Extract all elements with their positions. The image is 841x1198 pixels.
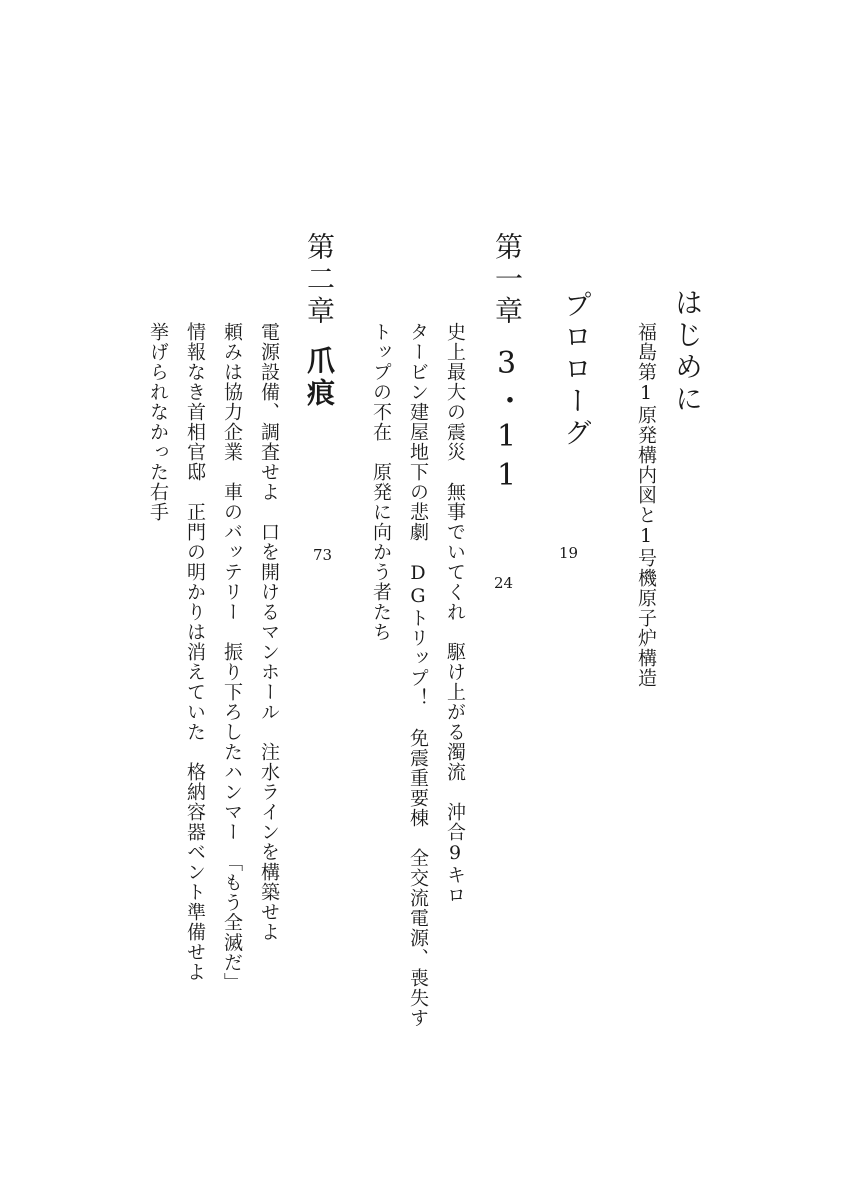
toc-hajimeni-sub: 福島第1原発構内図と1号機原子炉構造 xyxy=(635,322,657,688)
toc-chapter1-name: 3・11 xyxy=(489,346,524,497)
toc-chapter2-line-2: 頼みは協力企業 車のバッテリー 振り下ろしたハンマー 「もう全滅だ」 xyxy=(221,322,243,993)
toc-chapter1-label: 第一章 xyxy=(491,232,524,328)
toc-prologue-page: 19 xyxy=(559,544,579,562)
toc-prologue-title: プロローグ xyxy=(560,290,593,450)
toc-chapter2-page: 73 xyxy=(313,546,333,564)
toc-hajimeni-title: はじめに xyxy=(671,288,704,416)
toc-chapter2-line-3: 情報なき首相官邸 正門の明かりは消えていた 格納容器ベント準備せよ xyxy=(184,322,206,982)
toc-chapter2-label: 第二章 xyxy=(303,232,336,328)
toc-chapter1-line-1: 史上最大の震災 無事でいてくれ 駆け上がる濁流 沖合9キロ xyxy=(444,322,466,905)
toc-chapter1-line-2: タービン建屋地下の悲劇 DGトリップ！ 免震重要棟 全交流電源、喪失す xyxy=(407,322,429,1028)
toc-chapter1-page: 24 xyxy=(494,574,514,592)
toc-chapter2-line-4: 挙げられなかった右手 xyxy=(147,322,169,522)
toc-chapter1-line-3: トップの不在 原発に向かう者たち xyxy=(370,322,392,642)
toc-chapter2-line-1: 電源設備、調査せよ 口を開けるマンホール 注水ラインを構築せよ xyxy=(258,322,280,942)
toc-chapter2-name: 爪痕 xyxy=(303,346,336,410)
